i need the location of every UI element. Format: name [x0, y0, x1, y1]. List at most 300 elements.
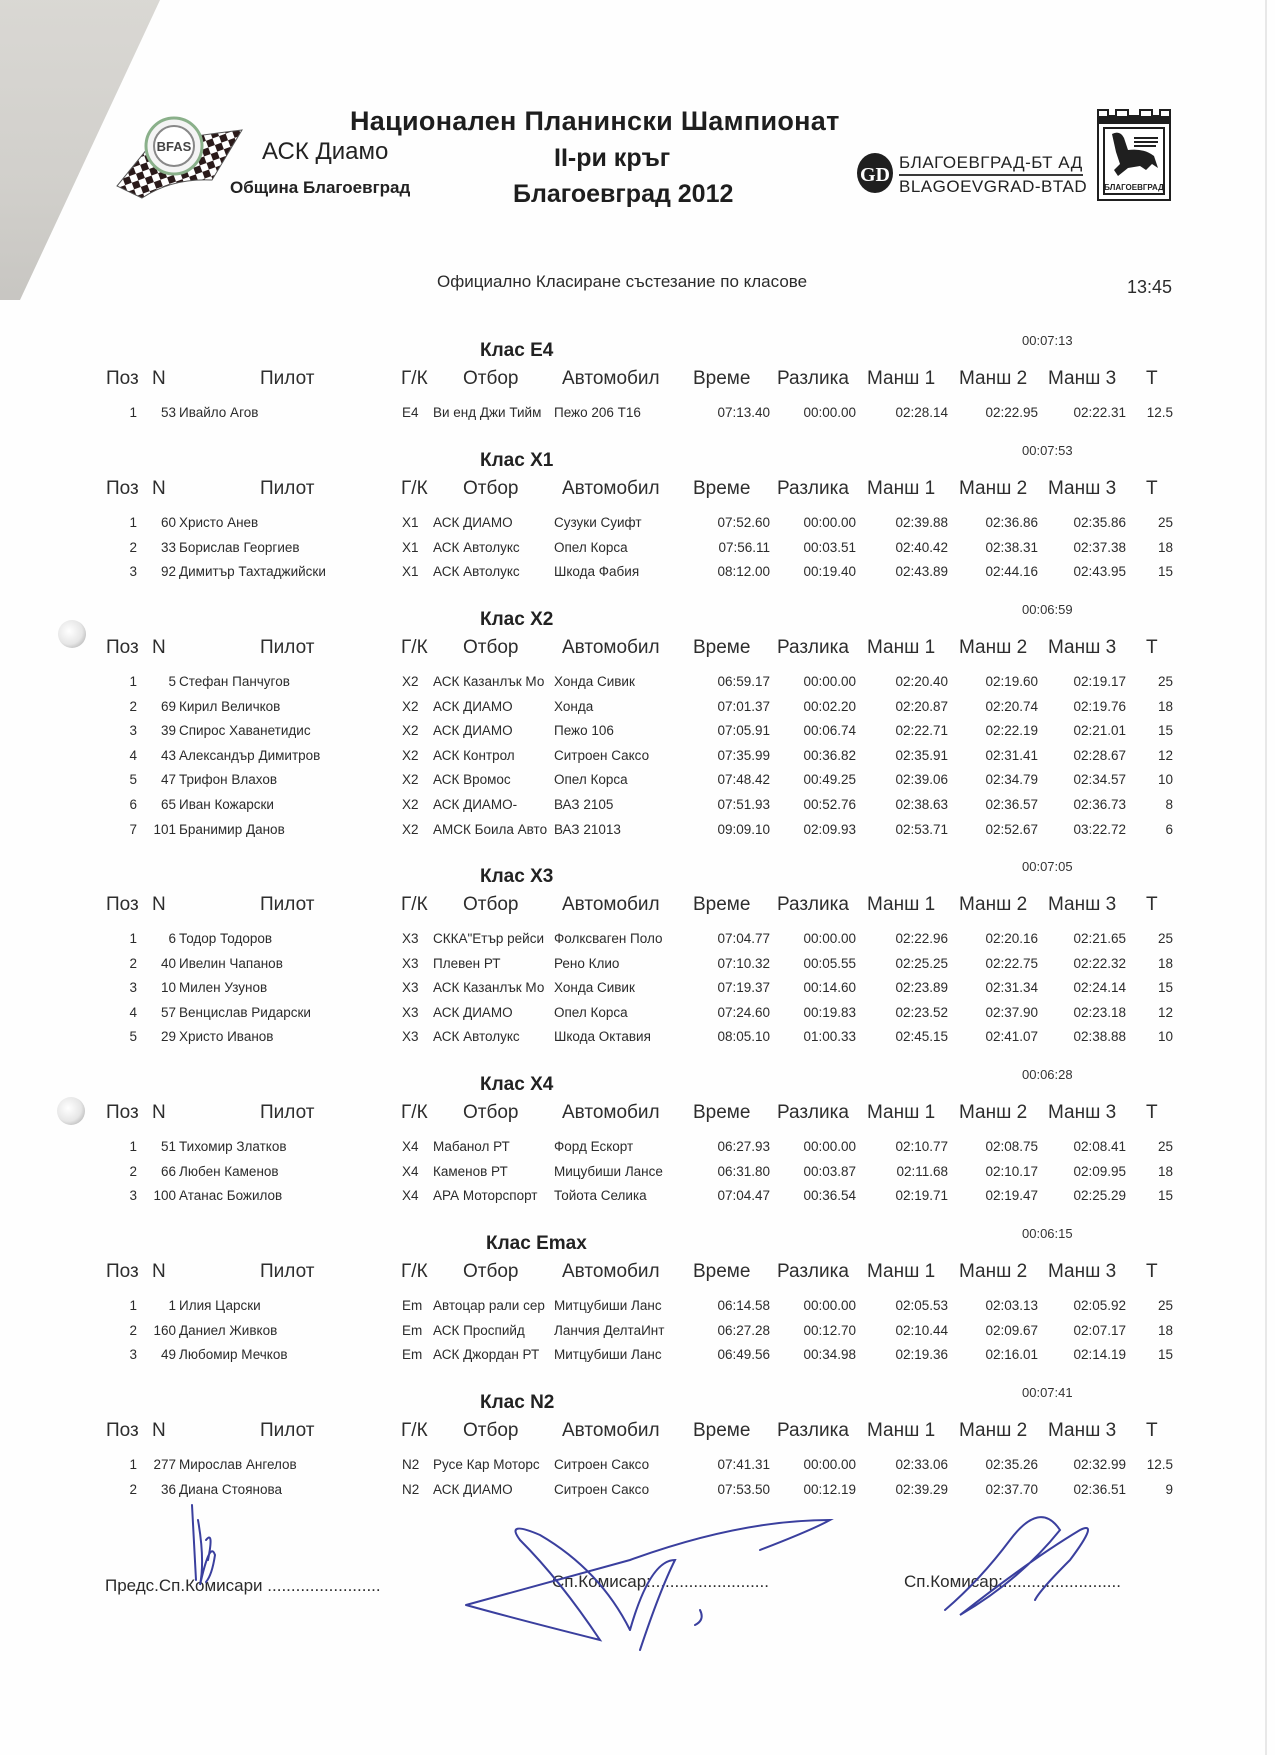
column-header-car: Автомобил	[562, 1261, 660, 1282]
cell-diff: 00:49.25	[803, 772, 856, 788]
cell-points: 9	[1165, 1481, 1173, 1497]
cell-pilot: Мирослав Ангелов	[179, 1457, 297, 1472]
cell-diff: 00:06.74	[803, 723, 856, 739]
cell-group: X3	[402, 980, 419, 996]
cell-points: 15	[1157, 1347, 1173, 1363]
cell-run2: 02:35.26	[985, 1457, 1038, 1472]
cell-team: АСК Казанлък Мо	[433, 674, 545, 689]
cell-num: 69	[160, 698, 176, 714]
cell-group: X2	[402, 797, 419, 812]
commissar-2-signature-line: Сп.Комисар:.........................	[904, 1572, 1121, 1591]
column-header-num: N	[152, 478, 166, 499]
cell-car: Форд Ескорт	[554, 1139, 634, 1154]
column-header-pos: Поз	[106, 1420, 139, 1441]
cell-car: Шкода Фабия	[554, 564, 640, 580]
column-header-diff: Разлика	[777, 368, 849, 389]
cell-diff: 00:00.00	[803, 515, 856, 530]
column-header-num: N	[152, 1261, 166, 1282]
cell-points: 25	[1157, 674, 1173, 689]
cell-time: 07:19.37	[717, 980, 770, 996]
cell-time: 07:41.31	[717, 1457, 770, 1472]
cell-car: Сузуки Суифт	[554, 515, 642, 530]
cell-run1: 02:25.25	[895, 955, 948, 971]
cell-points: 18	[1157, 1322, 1173, 1338]
cell-pilot: Димитър Тахтаджийски	[179, 564, 326, 580]
cell-points: 12	[1157, 1004, 1173, 1020]
column-header-diff: Разлика	[777, 1261, 849, 1282]
column-header-run1: Манш 1	[867, 1102, 936, 1123]
cell-pilot: Кирил Величков	[179, 698, 281, 714]
cell-team: СККА"Етър рейси	[433, 931, 545, 946]
cell-num: 39	[160, 723, 176, 739]
cell-points: 25	[1157, 1139, 1173, 1154]
cell-team: АСК ДИАМО	[433, 515, 513, 530]
column-header-group: Г/К	[401, 637, 428, 658]
column-header-points: Т	[1146, 478, 1158, 499]
cell-pilot: Христо Анев	[179, 515, 259, 530]
column-header-pos: Поз	[106, 368, 139, 389]
cell-car: Опел Корса	[554, 1004, 628, 1020]
column-header-group: Г/К	[401, 1102, 428, 1123]
cell-num: 40	[160, 955, 176, 971]
cell-run1: 02:10.77	[895, 1139, 948, 1154]
cell-run2: 02:20.16	[985, 931, 1038, 946]
class-title: Клас Х3	[480, 866, 554, 887]
cell-num: 29	[160, 1029, 176, 1045]
cell-diff: 00:05.55	[803, 955, 856, 971]
cell-diff: 00:12.19	[803, 1481, 856, 1497]
cell-run2: 02:03.13	[985, 1298, 1038, 1313]
cell-run1: 02:45.15	[895, 1029, 948, 1045]
cell-pos: 4	[129, 747, 137, 763]
column-header-num: N	[152, 1102, 166, 1123]
cell-car: Рено Клио	[554, 955, 620, 971]
svg-text:БЛАГОЕВГРАД: БЛАГОЕВГРАД	[1104, 183, 1164, 192]
cell-points: 18	[1157, 698, 1173, 714]
cell-points: 15	[1157, 723, 1173, 739]
cell-run1: 02:39.06	[895, 772, 948, 788]
cell-car: Хонда	[554, 698, 594, 714]
cell-points: 25	[1157, 515, 1173, 530]
cell-run3: 02:19.76	[1073, 698, 1126, 714]
cell-group: X3	[402, 1029, 419, 1045]
cell-points: 6	[1165, 821, 1173, 837]
column-header-pos: Поз	[106, 1261, 139, 1282]
cell-team: АСК Казанлък Мо	[433, 980, 545, 996]
cell-run2: 02:37.70	[985, 1481, 1038, 1497]
cell-num: 277	[153, 1457, 176, 1472]
cell-car: Опел Корса	[554, 539, 628, 555]
column-header-group: Г/К	[401, 368, 428, 389]
cell-pos: 2	[129, 698, 137, 714]
cell-run3: 02:32.99	[1073, 1457, 1126, 1472]
cell-run3: 02:21.01	[1073, 723, 1126, 739]
cell-points: 18	[1157, 955, 1173, 971]
cell-run1: 02:23.89	[895, 980, 948, 996]
cell-run3: 02:08.41	[1073, 1139, 1126, 1154]
cell-points: 18	[1157, 539, 1173, 555]
cell-time: 07:04.47	[717, 1188, 770, 1204]
cell-run3: 02:36.73	[1073, 797, 1126, 812]
cell-car: Мицубиши Лансе	[554, 1163, 663, 1179]
cell-group: X4	[402, 1139, 419, 1154]
cell-pos: 4	[129, 1004, 137, 1020]
cell-run3: 03:22.72	[1073, 821, 1126, 837]
document-time: 13:45	[1127, 277, 1173, 297]
cell-pos: 1	[129, 1457, 137, 1472]
cell-pilot: Любомир Мечков	[179, 1347, 288, 1363]
commissar-1-signature-line: Сп.Комисар:.........................	[552, 1572, 769, 1591]
column-header-pos: Поз	[106, 894, 139, 915]
cell-run1: 02:43.89	[895, 564, 948, 580]
cell-run1: 02:23.52	[895, 1004, 948, 1020]
cell-run2: 02:31.34	[985, 980, 1038, 996]
column-header-time: Време	[693, 1261, 751, 1282]
cell-run2: 02:36.57	[985, 797, 1038, 812]
cell-group: Em	[402, 1322, 423, 1338]
cell-diff: 00:34.98	[803, 1347, 856, 1363]
cell-run2: 02:08.75	[985, 1139, 1038, 1154]
column-header-run1: Манш 1	[867, 1261, 936, 1282]
column-header-run2: Манш 2	[959, 1102, 1028, 1123]
cell-pos: 2	[129, 1163, 137, 1179]
column-header-pos: Поз	[106, 478, 139, 499]
cell-time: 07:01.37	[717, 698, 770, 714]
cell-run2: 02:22.95	[985, 405, 1038, 420]
cell-run2: 02:19.47	[985, 1188, 1038, 1204]
cell-time: 08:12.00	[717, 564, 770, 580]
cell-num: 10	[160, 980, 176, 996]
cell-pos: 2	[129, 1322, 137, 1338]
cell-pilot: Бранимир Данов	[179, 821, 285, 837]
cell-time: 07:53.50	[717, 1481, 770, 1497]
cell-points: 25	[1157, 1298, 1173, 1313]
class-best-time: 00:07:41	[1022, 1385, 1073, 1400]
cell-run3: 02:09.95	[1073, 1163, 1126, 1179]
column-header-time: Време	[693, 368, 751, 389]
class-title: Клас Emax	[486, 1233, 587, 1254]
cell-diff: 00:00.00	[803, 405, 856, 420]
cell-diff: 00:36.82	[803, 747, 856, 763]
cell-pilot: Любен Каменов	[179, 1163, 279, 1179]
cell-team: АСК Автолукс	[433, 564, 520, 580]
cell-team: АСК ДИАМО	[433, 1481, 513, 1497]
cell-run1: 02:38.63	[895, 797, 948, 812]
column-header-team: Отбор	[463, 637, 519, 658]
cell-pos: 5	[129, 1029, 137, 1045]
cell-team: Автоцар рали сер	[433, 1298, 545, 1313]
cell-run3: 02:38.88	[1073, 1029, 1126, 1045]
cell-diff: 00:14.60	[803, 980, 856, 996]
column-header-car: Автомобил	[562, 368, 660, 389]
cell-diff: 00:00.00	[803, 1457, 856, 1472]
cell-pilot: Христо Иванов	[179, 1029, 274, 1045]
cell-run1: 02:11.68	[896, 1163, 948, 1179]
cell-points: 18	[1157, 1163, 1173, 1179]
column-header-diff: Разлика	[777, 894, 849, 915]
cell-pos: 6	[129, 797, 137, 812]
cell-time: 06:59.17	[717, 674, 770, 689]
cell-team: АСК Вромос	[433, 772, 511, 788]
cell-points: 12.5	[1146, 405, 1173, 420]
column-header-points: Т	[1146, 1102, 1158, 1123]
column-header-num: N	[152, 894, 166, 915]
column-header-team: Отбор	[463, 478, 519, 499]
cell-pilot: Тихомир Златков	[179, 1139, 287, 1154]
cell-time: 07:04.77	[717, 931, 770, 946]
column-header-car: Автомобил	[562, 478, 660, 499]
cell-points: 15	[1157, 1188, 1173, 1204]
cell-time: 06:27.93	[717, 1139, 770, 1154]
cell-points: 15	[1157, 980, 1173, 996]
cell-pos: 1	[129, 674, 137, 689]
cell-group: X2	[402, 674, 419, 689]
column-header-num: N	[152, 368, 166, 389]
cell-run3: 02:25.29	[1073, 1188, 1126, 1204]
cell-team: АСК Автолукс	[433, 1029, 520, 1045]
cell-run2: 02:38.31	[985, 539, 1038, 555]
cell-run3: 02:19.17	[1073, 674, 1126, 689]
sponsor-name-en: BLAGOEVGRAD-BTAD	[899, 177, 1088, 196]
column-header-pilot: Пилот	[260, 1420, 315, 1441]
cell-run2: 02:37.90	[985, 1004, 1038, 1020]
cell-run1: 02:35.91	[895, 747, 948, 763]
cell-team: АМСК Боила Авто	[433, 821, 548, 837]
cell-run3: 02:23.18	[1073, 1004, 1126, 1020]
cell-pilot: Трифон Влахов	[179, 772, 278, 788]
column-header-run2: Манш 2	[959, 637, 1028, 658]
cell-num: 57	[160, 1004, 176, 1020]
cell-diff: 00:03.51	[803, 539, 856, 555]
cell-run3: 02:21.65	[1073, 931, 1126, 946]
cell-run2: 02:31.41	[985, 747, 1038, 763]
cell-pilot: Иван Кожарски	[179, 797, 274, 812]
cell-group: X4	[402, 1188, 419, 1204]
cell-points: 12.5	[1146, 1457, 1173, 1472]
cell-run3: 02:28.67	[1073, 747, 1126, 763]
column-header-run2: Манш 2	[959, 478, 1028, 499]
column-header-run3: Манш 3	[1048, 637, 1117, 658]
cell-time: 07:56.11	[718, 539, 770, 555]
column-header-run2: Манш 2	[959, 1261, 1028, 1282]
cell-run1: 02:40.42	[895, 539, 948, 555]
cell-num: 51	[160, 1139, 176, 1154]
cell-pilot: Борислав Георгиев	[179, 539, 300, 555]
cell-run1: 02:20.87	[895, 698, 948, 714]
cell-group: X2	[402, 747, 419, 763]
cell-car: ВАЗ 21013	[554, 821, 621, 837]
column-header-time: Време	[693, 478, 751, 499]
class-title: Клас Х1	[480, 450, 554, 471]
column-header-time: Време	[693, 1102, 751, 1123]
cell-team: АСК Проспийд	[433, 1322, 525, 1338]
cell-car: Ланчия ДелтаИнт	[554, 1322, 665, 1338]
column-header-time: Време	[693, 894, 751, 915]
cell-num: 60	[160, 515, 176, 530]
cell-pos: 2	[129, 955, 137, 971]
cell-points: 8	[1165, 797, 1173, 812]
cell-group: X3	[402, 1004, 419, 1020]
cell-pos: 1	[129, 405, 137, 420]
cell-car: Опел Корса	[554, 772, 628, 788]
cell-team: АРА Моторспорт	[433, 1188, 538, 1204]
cell-group: N2	[402, 1457, 420, 1472]
cell-time: 08:05.10	[717, 1029, 770, 1045]
cell-run1: 02:39.88	[895, 515, 948, 530]
column-header-pos: Поз	[106, 1102, 139, 1123]
column-header-car: Автомобил	[562, 894, 660, 915]
cell-group: E4	[402, 405, 419, 420]
cell-run1: 02:19.71	[895, 1188, 948, 1204]
class-best-time: 00:06:28	[1022, 1067, 1073, 1082]
cell-group: X3	[402, 955, 419, 971]
column-header-run1: Манш 1	[867, 478, 936, 499]
column-header-team: Отбор	[463, 1420, 519, 1441]
column-header-diff: Разлика	[777, 478, 849, 499]
column-header-run1: Манш 1	[867, 1420, 936, 1441]
column-header-run3: Манш 3	[1048, 478, 1117, 499]
cell-time: 07:13.40	[717, 405, 770, 420]
cell-team: Плевен РТ	[433, 955, 501, 971]
cell-time: 07:51.93	[717, 797, 770, 812]
cell-run3: 02:37.38	[1073, 539, 1126, 555]
cell-group: X4	[402, 1163, 419, 1179]
column-header-diff: Разлика	[777, 1102, 849, 1123]
class-title: Клас Х4	[480, 1074, 554, 1095]
cell-run1: 02:22.71	[895, 723, 948, 739]
cell-time: 07:24.60	[717, 1004, 770, 1020]
column-header-pilot: Пилот	[260, 1261, 315, 1282]
cell-run3: 02:22.32	[1073, 955, 1126, 971]
column-header-run3: Манш 3	[1048, 368, 1117, 389]
cell-group: X2	[402, 821, 419, 837]
column-header-time: Време	[693, 1420, 751, 1441]
cell-pos: 2	[129, 1481, 137, 1497]
column-header-run2: Манш 2	[959, 1420, 1028, 1441]
cell-diff: 00:03.87	[803, 1163, 856, 1179]
column-header-car: Автомобил	[562, 1102, 660, 1123]
column-header-team: Отбор	[463, 894, 519, 915]
column-header-run3: Манш 3	[1048, 1261, 1117, 1282]
cell-pos: 3	[129, 980, 137, 996]
cell-pilot: Даниел Живков	[179, 1322, 278, 1338]
cell-car: Ситроен Саксо	[554, 747, 650, 763]
cell-run2: 02:10.17	[985, 1163, 1038, 1179]
cell-team: АСК Джордан РТ	[433, 1347, 540, 1363]
column-header-num: N	[152, 637, 166, 658]
column-header-run3: Манш 3	[1048, 894, 1117, 915]
column-header-points: Т	[1146, 368, 1158, 389]
cell-pos: 5	[129, 772, 137, 788]
cell-diff: 00:00.00	[803, 1139, 856, 1154]
column-header-pilot: Пилот	[260, 368, 315, 389]
cell-diff: 00:00.00	[803, 1298, 856, 1313]
cell-run1: 02:33.06	[895, 1457, 948, 1472]
column-header-group: Г/К	[401, 1261, 428, 1282]
cell-num: 66	[160, 1163, 176, 1179]
cell-num: 92	[160, 564, 176, 580]
cell-group: X2	[402, 723, 419, 739]
cell-pos: 1	[129, 1298, 137, 1313]
cell-pos: 7	[129, 821, 137, 837]
cell-run3: 02:35.86	[1073, 515, 1126, 530]
cell-diff: 00:19.83	[803, 1004, 856, 1020]
cell-run1: 02:19.36	[895, 1347, 948, 1363]
column-header-team: Отбор	[463, 1261, 519, 1282]
cell-pos: 3	[129, 564, 137, 580]
class-best-time: 00:06:59	[1022, 602, 1073, 617]
club-name: АСК Диамо	[262, 138, 389, 165]
cell-run2: 02:36.86	[985, 515, 1038, 530]
cell-diff: 02:09.93	[803, 821, 856, 837]
cell-points: 10	[1157, 1029, 1173, 1045]
cell-pilot: Венцислав Ридарски	[179, 1004, 311, 1020]
cell-time: 06:14.58	[717, 1298, 770, 1313]
cell-diff: 00:12.70	[803, 1322, 856, 1338]
cell-run1: 02:05.53	[895, 1298, 948, 1313]
cell-group: X2	[402, 772, 419, 788]
cell-run3: 02:22.31	[1073, 405, 1126, 420]
cell-pilot: Диана Стоянова	[179, 1481, 282, 1497]
cell-time: 07:10.32	[717, 955, 770, 971]
sponsor-name-bg: БЛАГОЕВГРАД-БТ АД	[899, 153, 1083, 176]
cell-team: АСК Автолукс	[433, 539, 520, 555]
cell-run2: 02:34.79	[985, 772, 1038, 788]
cell-num: 100	[153, 1188, 176, 1204]
column-header-pilot: Пилот	[260, 637, 315, 658]
cell-num: 5	[168, 674, 176, 689]
column-header-diff: Разлика	[777, 1420, 849, 1441]
cell-num: 53	[160, 405, 176, 420]
cell-run2: 02:20.74	[985, 698, 1038, 714]
cell-group: X1	[402, 564, 419, 580]
cell-car: Митцубиши Ланс	[554, 1298, 662, 1313]
cell-diff: 00:02.20	[803, 698, 856, 714]
cell-time: 06:31.80	[717, 1163, 770, 1179]
cell-pilot: Александър Димитров	[179, 747, 321, 763]
cell-num: 36	[160, 1481, 176, 1497]
cell-time: 07:35.99	[717, 747, 770, 763]
cell-run2: 02:22.75	[985, 955, 1038, 971]
cell-time: 06:49.56	[717, 1347, 770, 1363]
cell-car: ВАЗ 2105	[554, 797, 614, 812]
cell-run3: 02:36.51	[1073, 1481, 1126, 1497]
column-header-run1: Манш 1	[867, 637, 936, 658]
cell-diff: 00:00.00	[803, 931, 856, 946]
column-header-points: Т	[1146, 1261, 1158, 1282]
cell-pos: 2	[129, 539, 137, 555]
cell-car: Ситроен Саксо	[554, 1457, 650, 1472]
cell-points: 12	[1157, 747, 1173, 763]
class-best-time: 00:07:53	[1022, 443, 1073, 458]
cell-car: Пежо 206 Т16	[554, 405, 641, 420]
cell-run1: 02:20.40	[895, 674, 948, 689]
cell-time: 06:27.28	[717, 1322, 770, 1338]
cell-run2: 02:22.19	[985, 723, 1038, 739]
cell-num: 47	[160, 772, 176, 788]
cell-team: АСК ДИАМО	[433, 723, 513, 739]
cell-car: Фолксваген Поло	[554, 931, 663, 946]
cell-num: 65	[160, 797, 176, 812]
cell-team: Каменов РТ	[433, 1163, 508, 1179]
cell-run1: 02:22.96	[895, 931, 948, 946]
cell-num: 101	[153, 821, 176, 837]
cell-pilot: Спирос Хаванетидис	[179, 723, 311, 739]
cell-run2: 02:52.67	[985, 821, 1038, 837]
column-header-run1: Манш 1	[867, 368, 936, 389]
cell-run2: 02:19.60	[985, 674, 1038, 689]
cell-pilot: Ивелин Чапанов	[179, 955, 283, 971]
